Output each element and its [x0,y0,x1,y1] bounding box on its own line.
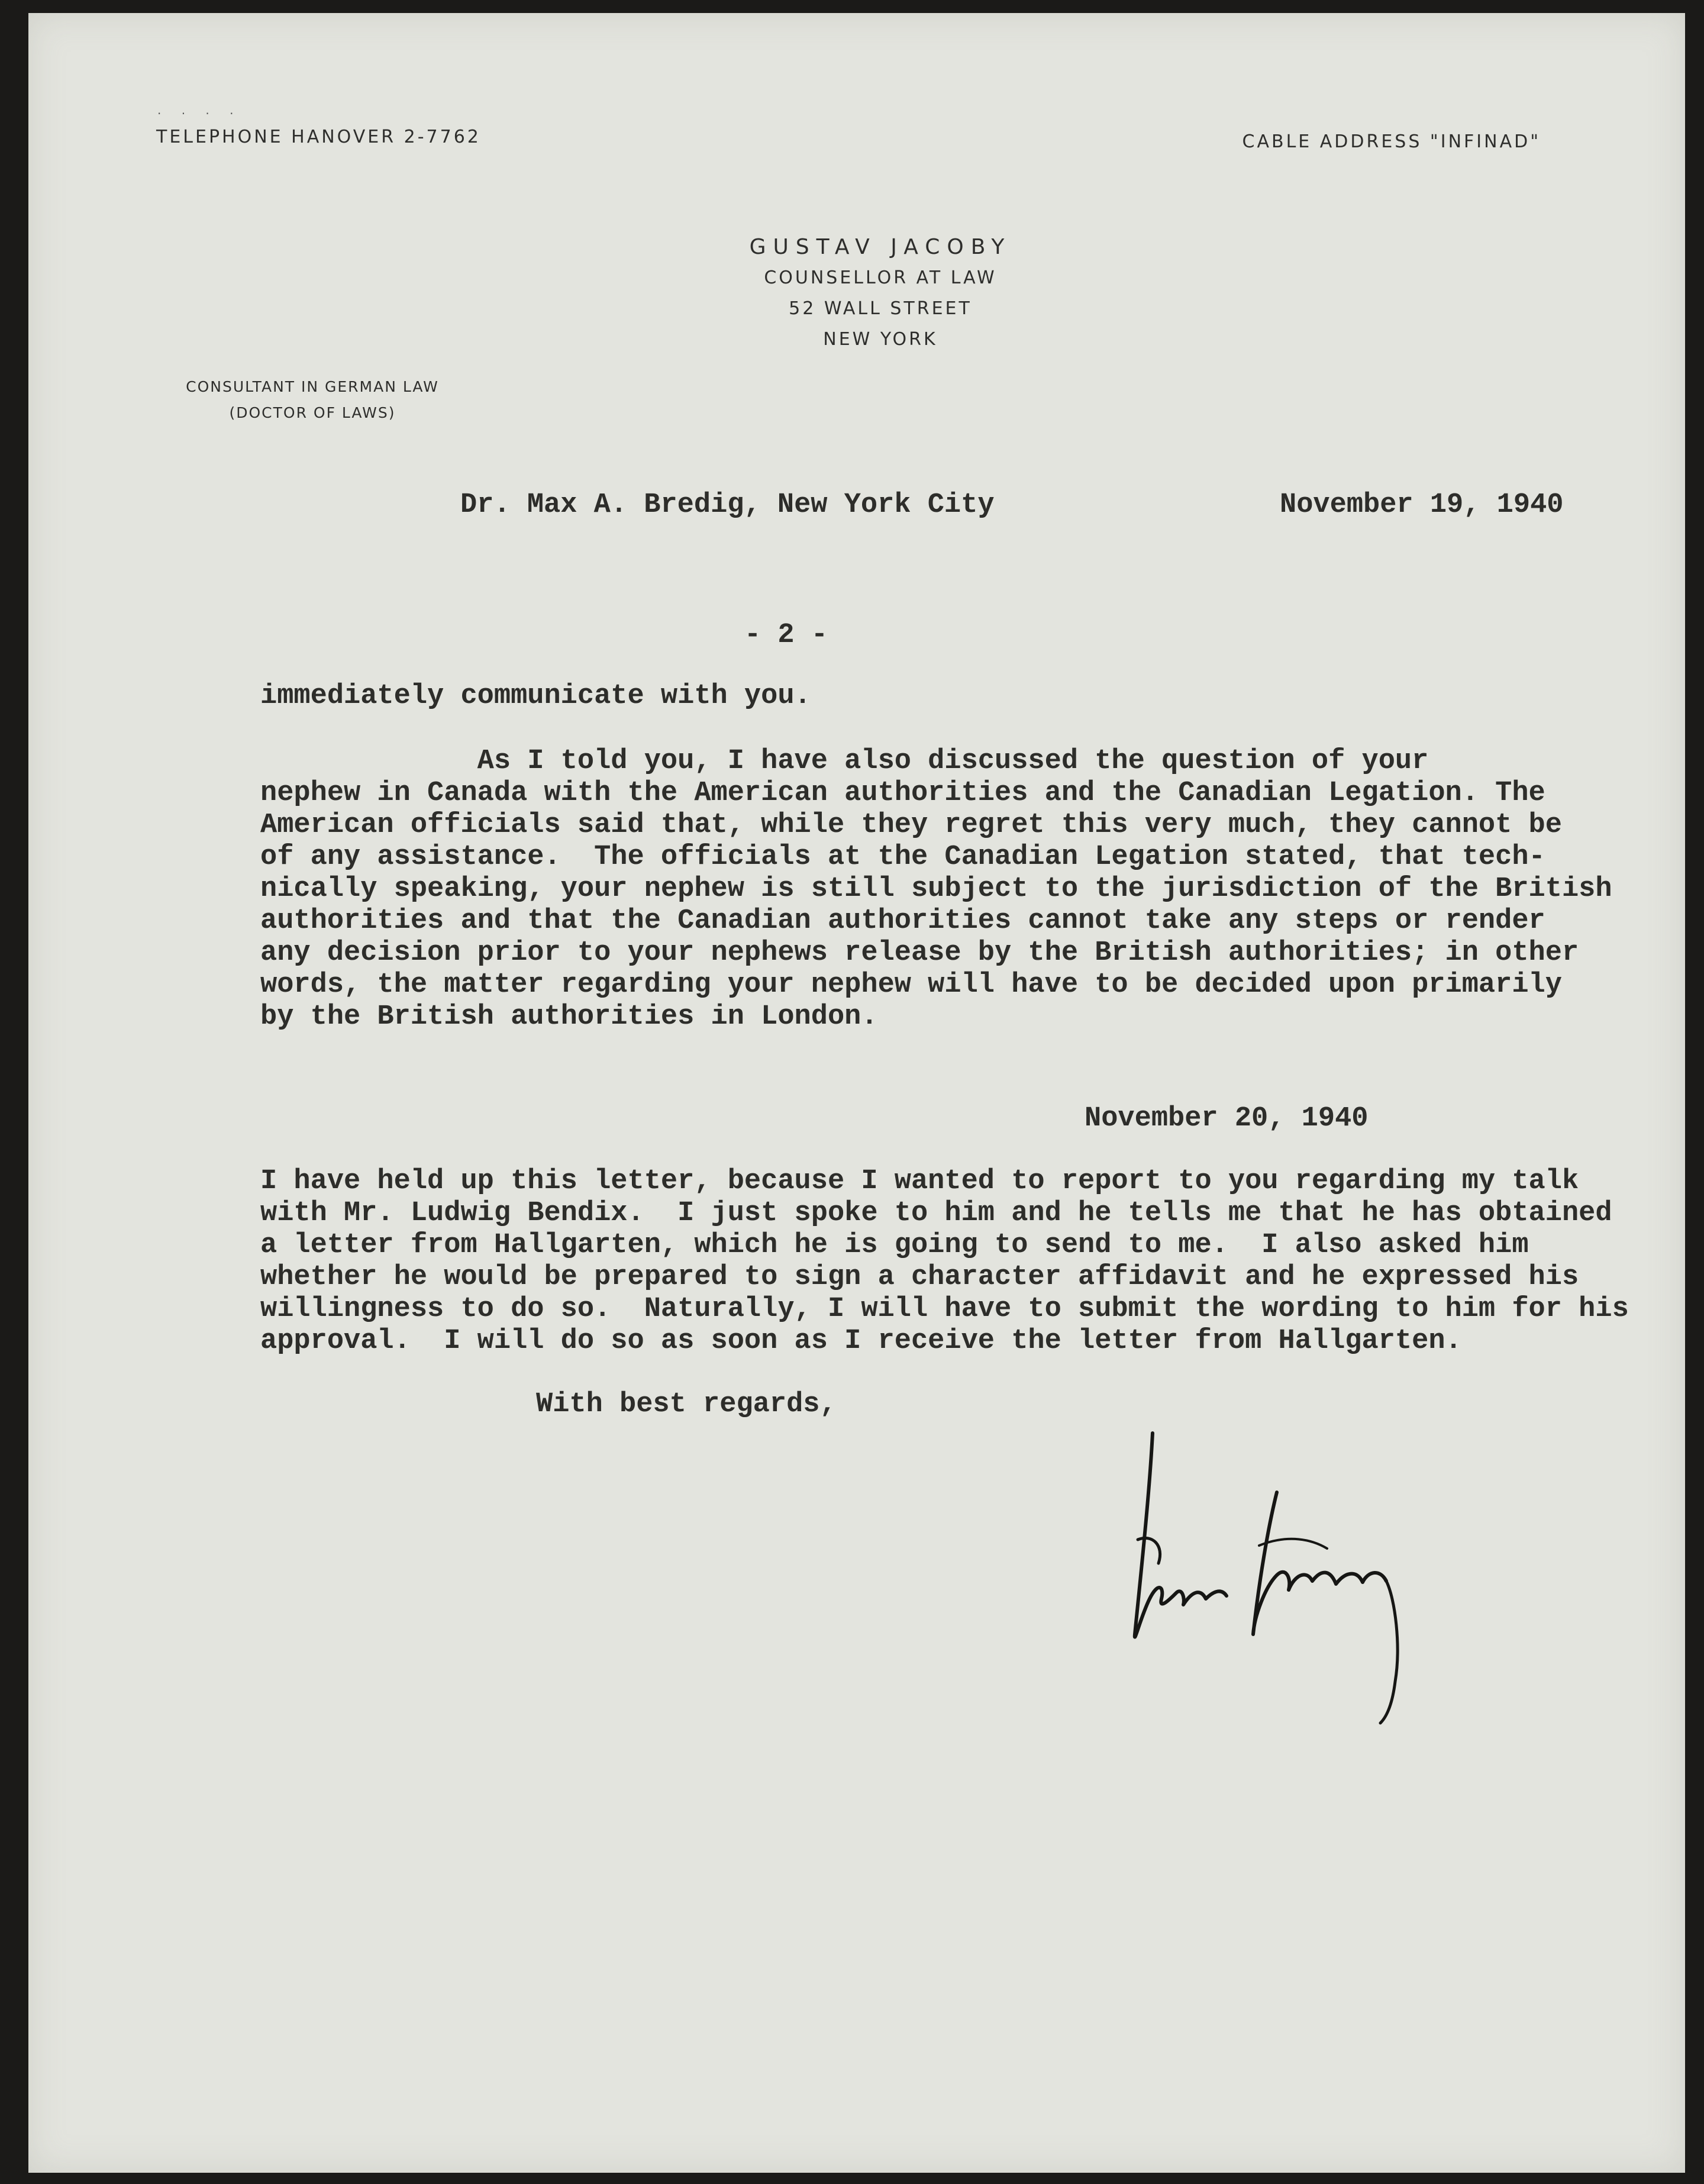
consultant-block [147,374,478,426]
letterhead-name: GUSTAV JACOBY [749,235,1012,259]
letterhead-marks: · · · · [157,107,242,121]
letterhead-city: NEW YORK [823,329,938,350]
letter-page [28,13,1685,2173]
consultant-line: CONSULTANT IN GERMAN LAW [186,378,439,395]
page-number: - 2 - [744,620,828,651]
paragraph-3: I have held up this letter, because I wanted to report to you regarding my talk with Mr. Ludwig Bendix. I just spoke to him and he tells me that he has obtained a letter from Hallgarten, which he is going to send to me. I also asked him whether he would be prepared to sign a character affidavit and he expressed his willingness to do so. Naturally, I will have to submit the wording to him for his approval. I will do so as soon as I receive the letter from Hallgarten. [260,1166,1629,1357]
doctor-line: (DOCTOR OF LAWS) [229,404,396,421]
letterhead-street: 52 WALL STREET [789,298,972,319]
letterhead-block [549,232,1212,355]
telephone-line: TELEPHONE HANOVER 2-7762 [156,127,481,147]
signature [1117,1421,1531,1729]
paragraph-2: As I told you, I have also discussed the question of your nephew in Canada with the American authorities and the Canadian Legation. The American officials said that, while they regret this very much, they cannot be of any assistance. The officials at the Canadian Legation stated, that tech- nically speaking, your nephew is still subject to the jurisdiction of the British authorities and that the Canadian authorities cannot take any steps or render any decision prior to your nephews release by the British authorities; in other words, the matter regarding your nephew will have to be decided upon primarily by the British authorities in London. [260,746,1612,1033]
cable-address: CABLE ADDRESS "INFINAD" [1242,131,1541,152]
letter-date: November 19, 1940 [1280,489,1564,521]
closing: With best regards, [536,1389,837,1420]
postscript-date: November 20, 1940 [1085,1103,1369,1134]
letterhead-title: COUNSELLOR AT LAW [764,267,997,288]
paragraph-1: immediately communicate with you. [260,680,811,712]
addressee: Dr. Max A. Bredig, New York City [460,489,995,521]
